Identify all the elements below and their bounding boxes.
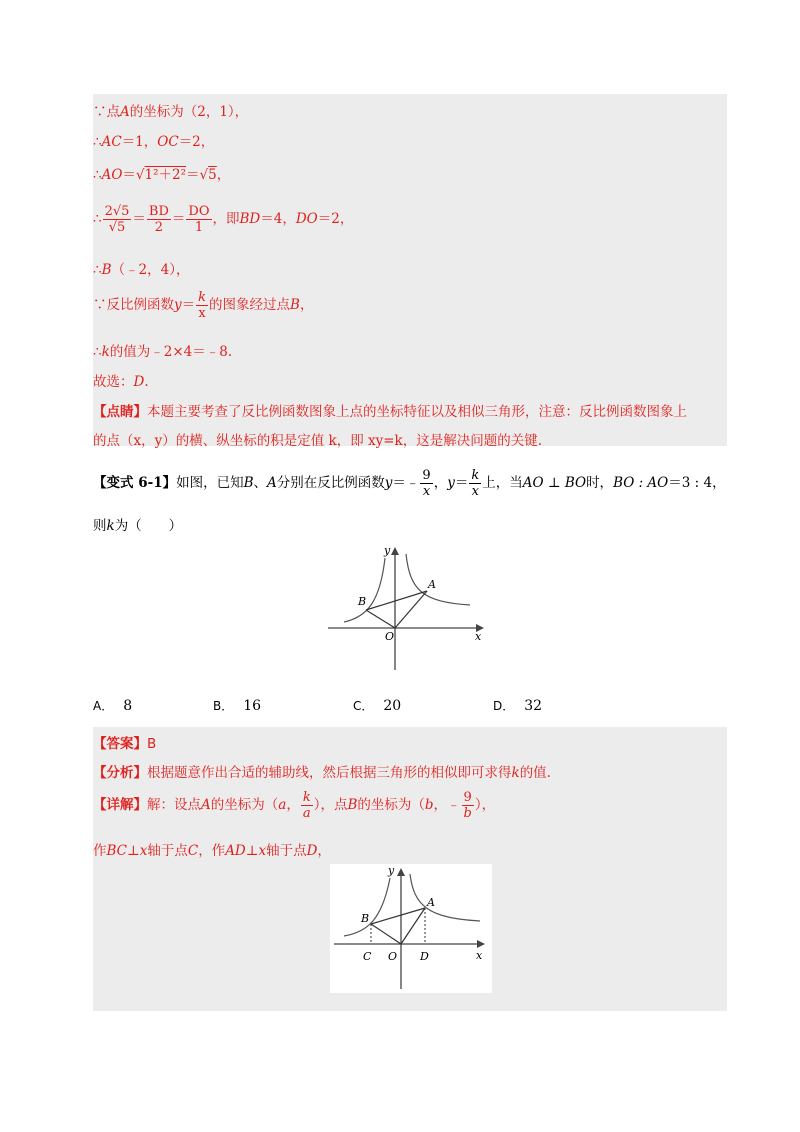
text: ∴: [93, 344, 102, 360]
option-value: 20: [383, 698, 402, 714]
var-x: x: [139, 843, 148, 859]
option-c[interactable]: [353, 697, 401, 714]
text: ∴: [93, 167, 102, 183]
sol-line-5: [93, 258, 189, 278]
text: ），: [474, 797, 496, 813]
var-DO: DO: [295, 211, 318, 227]
fraction: [469, 468, 481, 499]
hyperbola-figure: [322, 542, 492, 674]
option-b[interactable]: [213, 697, 261, 714]
detail-tag: 【详解】: [93, 797, 147, 813]
text: 的坐标为（2，1），: [129, 104, 249, 120]
var-BD: BD: [239, 211, 261, 227]
var-y: y: [447, 475, 455, 491]
text: 轴于点: [266, 843, 307, 859]
text: 轴于点: [147, 843, 188, 859]
text: ，: [286, 797, 300, 813]
text: 解：设点: [147, 797, 201, 813]
text: 则: [93, 518, 107, 534]
text: ⊥: [245, 843, 259, 859]
text: 、: [253, 475, 268, 491]
text: ，: [317, 843, 331, 859]
denominator: √5: [108, 220, 126, 235]
denominator: 2: [154, 220, 164, 235]
var-b: b: [424, 797, 434, 813]
var-a: a: [278, 797, 287, 813]
text: ，作: [198, 843, 226, 859]
text: 本题主要考查了反比例函数图象上点的坐标特征以及相似三角形，注意：反比例函数图象上: [147, 404, 687, 420]
construction-figure: [330, 864, 492, 993]
text: 的坐标为（: [210, 797, 279, 813]
text: 如图，已知: [176, 475, 244, 491]
label-B: B: [361, 912, 370, 925]
fraction: [301, 790, 313, 821]
var-k: k: [106, 518, 115, 534]
fraction: [147, 204, 171, 235]
text: ＝: [171, 211, 186, 227]
fraction: [462, 790, 474, 821]
text: ，: [216, 167, 231, 183]
text: ＝: [132, 211, 146, 227]
var-B: B: [290, 297, 300, 313]
var-A: A: [120, 104, 130, 120]
text: 为（ ）: [114, 518, 183, 534]
var-y: y: [384, 475, 393, 491]
label-O: O: [385, 630, 395, 643]
text: ，: [433, 797, 448, 813]
label-x: x: [476, 949, 483, 962]
option-letter: B．: [213, 699, 234, 713]
text: 根据题意作出合适的辅助线，然后根据三角形的相似即可求得: [147, 765, 512, 781]
answer-value: B: [147, 736, 157, 752]
text: ＝: [181, 297, 196, 313]
label-O: O: [388, 950, 398, 963]
text: 故选：: [93, 374, 134, 390]
text: ＝﹣: [392, 475, 420, 491]
numerator: DO: [188, 204, 210, 219]
label-A: A: [428, 578, 436, 591]
fraction: [186, 204, 211, 235]
option-value: 16: [243, 698, 262, 714]
label-C: C: [363, 950, 372, 963]
option-a[interactable]: [93, 697, 132, 714]
sol-line-8: [93, 370, 149, 390]
text: ＝: [454, 475, 469, 491]
option-letter: D．: [493, 699, 515, 713]
numerator: k: [302, 790, 311, 805]
numerator: BD: [148, 204, 169, 219]
var-B: B: [101, 262, 112, 278]
text: ﹣: [447, 797, 461, 813]
detail-line: [93, 790, 495, 821]
var-A: A: [267, 475, 277, 491]
sol-line-3: [93, 163, 230, 183]
text: ＝4，: [260, 211, 296, 227]
denominator: a: [302, 806, 311, 821]
text: ，: [712, 475, 726, 491]
var-D: D: [133, 374, 145, 390]
var-B: B: [243, 475, 254, 491]
text: ∵反比例函数: [93, 297, 174, 313]
option-value: 32: [524, 698, 543, 714]
label-y: y: [384, 544, 391, 557]
text: ∵点: [93, 104, 120, 120]
numerator: 9: [462, 790, 474, 806]
text: ＝1，: [121, 134, 158, 150]
text: ＝2，: [178, 134, 215, 150]
var-BC: BC: [106, 843, 128, 859]
text: ∴: [93, 134, 102, 150]
sol-line-6: [93, 290, 313, 321]
radicand: 1²＋2²: [144, 167, 187, 183]
text: ＝: [122, 167, 136, 183]
note-line-2: [93, 429, 542, 449]
text: ，: [433, 475, 448, 491]
denominator: x: [198, 306, 206, 321]
text: 时，: [586, 475, 614, 491]
sol-line-1: [93, 100, 248, 120]
var-OC: OC: [157, 134, 179, 150]
problem-tag: 【变式 6-1】: [93, 475, 177, 491]
var-y: y: [174, 297, 182, 313]
label-A: A: [427, 896, 435, 909]
sqrt-icon: √: [199, 167, 209, 183]
numerator: k: [471, 468, 480, 483]
text: ⊥: [127, 843, 140, 859]
option-letter: C．: [353, 699, 374, 713]
label-B: B: [358, 595, 367, 608]
text: 的值为﹣2×4＝﹣8.: [109, 344, 233, 360]
var-k: k: [101, 344, 110, 360]
sol-line-2: [93, 130, 214, 150]
answer-line: [93, 732, 156, 752]
var-k: k: [511, 765, 520, 781]
label-x: x: [475, 630, 482, 643]
label-D: D: [420, 950, 429, 963]
note-line-1: [93, 400, 687, 420]
text: ，: [299, 297, 314, 313]
numerator: 2√5: [104, 204, 130, 219]
problem-line-2: [93, 514, 182, 534]
text: 作: [93, 843, 107, 859]
sol-line-4: [93, 204, 353, 235]
text: ＝3 : 4: [668, 475, 713, 491]
var-AD: AD: [225, 843, 246, 859]
var-A: A: [201, 797, 211, 813]
radicand: 5: [208, 167, 217, 183]
fraction: [420, 468, 432, 499]
note-tag: 【点睛】: [93, 404, 147, 420]
var-C: C: [187, 843, 199, 859]
text: 分别在反比例函数: [276, 475, 385, 491]
var-AC: AC: [101, 134, 122, 150]
var-D: D: [306, 843, 318, 859]
text: ∴: [93, 211, 102, 227]
denominator: 1: [194, 220, 204, 235]
text: 的图象经过点: [209, 297, 291, 313]
fraction: [196, 290, 208, 321]
denominator: x: [422, 484, 431, 499]
label-y: y: [388, 864, 395, 877]
text: ∴: [93, 262, 102, 278]
ratio: BO : AO: [613, 475, 669, 491]
text: .: [144, 374, 149, 390]
text: 的点（x，y）的横、纵坐标的积是定值 k，即 xy=k，这是解决问题的关键.: [93, 433, 543, 449]
analysis-tag: 【分析】: [93, 765, 147, 781]
var-B: B: [347, 797, 358, 813]
option-value: 8: [123, 698, 133, 714]
analysis-line: [93, 761, 551, 781]
numerator: 9: [422, 468, 431, 483]
construction-line: [93, 839, 331, 859]
text: 的坐标为（: [357, 797, 425, 813]
text: 的值.: [519, 765, 551, 781]
denominator: b: [463, 806, 472, 821]
option-letter: A．: [93, 699, 114, 713]
problem-line-1: [93, 468, 726, 499]
text: （﹣2，4），: [111, 262, 190, 278]
denominator: x: [471, 484, 479, 499]
text: ），点: [313, 797, 348, 813]
text: 上，当: [482, 475, 523, 491]
text: ＝: [186, 167, 200, 183]
option-d[interactable]: [493, 697, 542, 714]
fraction: [103, 204, 132, 235]
answer-tag: 【答案】: [93, 736, 147, 752]
sqrt-icon: √: [135, 167, 145, 183]
condition: AO ⊥ BO: [522, 475, 587, 491]
text: ，即: [212, 211, 240, 227]
sol-line-7: [93, 340, 232, 360]
var-AO: AO: [101, 167, 123, 183]
text: ＝2，: [317, 211, 354, 227]
numerator: k: [198, 290, 207, 305]
var-x: x: [258, 843, 267, 859]
